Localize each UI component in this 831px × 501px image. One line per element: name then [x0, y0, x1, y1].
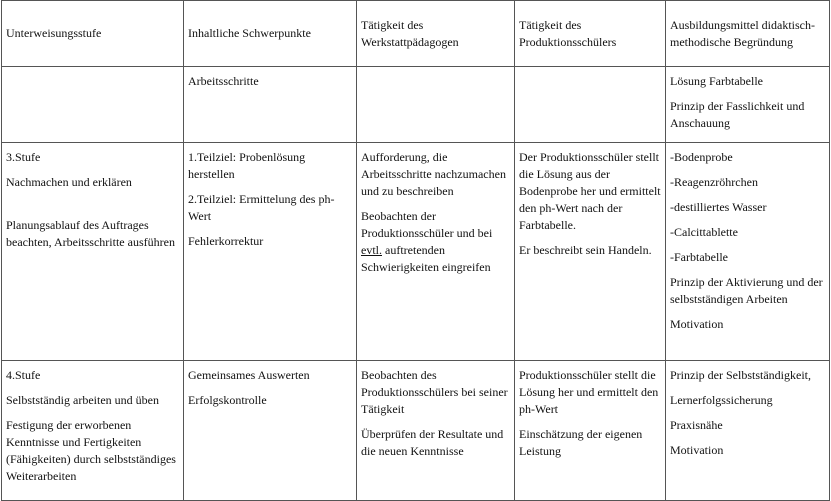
cell-schueler: Produktionsschüler stellt die Lösung her und ermittelt den ph-Wert Einschätzung der eigenen Leistung	[515, 361, 666, 501]
table-row	[2, 361, 830, 501]
cell-stufe: 4.Stufe Selbstständig arbeiten und üben Festigung der erworbenen Kenntnisse und Fertigkeiten (Fähigkeiten) durch selbstständiges Weiterarbeiten	[2, 361, 184, 501]
header-row	[2, 1, 830, 67]
cell-schueler: Der Produktionsschüler stellt die Lösung aus der Bodenprobe her und ermittelt den ph-Wert nach der Farbtabelle. Er beschreibt sein Handeln.	[515, 143, 666, 361]
table-row	[2, 143, 830, 361]
table-row	[2, 67, 830, 143]
cell-paedagoge	[357, 67, 515, 143]
cell-mittel: -Bodenprobe -Reagenzröhrchen -destilliertes Wasser -Calcittablette -Farbtabelle Prinzip der Aktivierung und der selbstständigen Arbeiten Motivation	[666, 143, 830, 361]
header-unterweisungsstufe: Unterweisungsstufe	[2, 1, 184, 67]
cell-stufe	[2, 67, 184, 143]
cell-paedagoge: Beobachten des Produktionsschülers bei seiner Tätigkeit Überprüfen der Resultate und die neuen Kenntnisse	[357, 361, 515, 501]
cell-schwerpunkte: Arbeitsschritte	[184, 67, 357, 143]
header-inhaltliche-schwerpunkte: Inhaltliche Schwerpunkte	[184, 1, 357, 67]
header-ausbildungsmittel: Ausbildungsmittel didaktisch-methodische Begründung	[666, 1, 830, 67]
cell-schwerpunkte: Gemeinsames Auswerten Erfolgskontrolle	[184, 361, 357, 501]
header-taetigkeit-werkstattpaedagoge: Tätigkeit des Werkstattpädagogen	[357, 1, 515, 67]
cell-schwerpunkte: 1.Teilziel: Probenlösung herstellen 2.Teilziel: Ermittelung des ph-Wert Fehlerkorrektur	[184, 143, 357, 361]
lesson-plan-table	[1, 0, 830, 501]
cell-stufe: 3.Stufe Nachmachen und erklären Planungsablauf des Auftrages beachten, Arbeitsschritte ausführen	[2, 143, 184, 361]
cell-schueler	[515, 67, 666, 143]
cell-mittel: Lösung Farbtabelle Prinzip der Fasslichkeit und Anschauung	[666, 67, 830, 143]
header-taetigkeit-produktionsschueler: Tätigkeit des Produktionsschülers	[515, 1, 666, 67]
underlined-abbreviation: evtl.	[361, 243, 382, 257]
cell-paedagoge: Aufforderung, die Arbeitsschritte nachzumachen und zu beschreiben Beobachten der Produktionsschüler und bei evtl. auftretenden Schwierigkeiten eingreifen	[357, 143, 515, 361]
cell-mittel: Prinzip der Selbstständigkeit, Lernerfolgssicherung Praxisnähe Motivation	[666, 361, 830, 501]
